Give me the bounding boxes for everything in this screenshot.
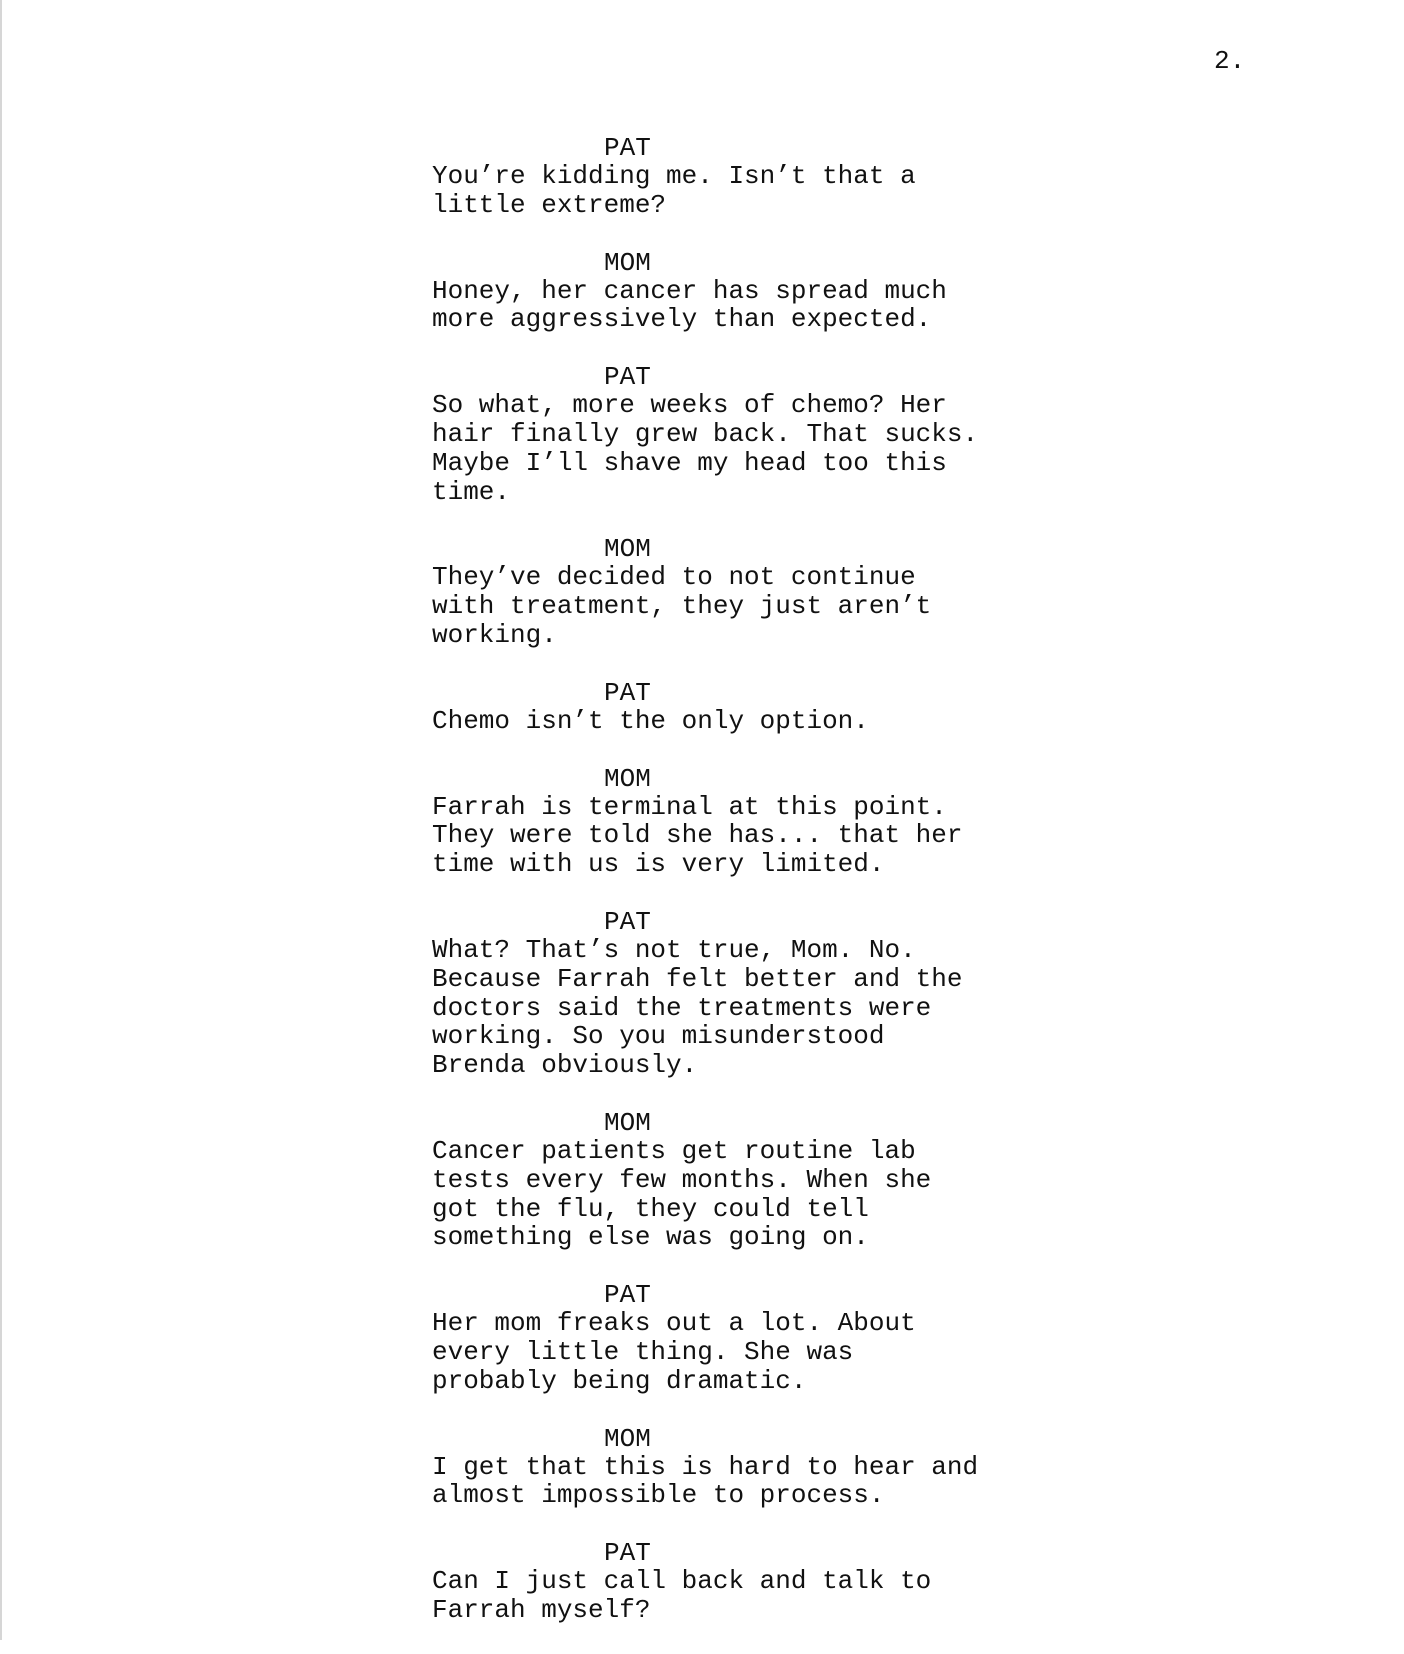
character-name: PAT [604,1280,651,1311]
dialogue-line: time with us is very limited. [432,849,885,880]
character-name: MOM [604,763,651,794]
dialogue-line: hair finally grew back. That sucks. [432,418,979,449]
character-name: PAT [604,133,651,163]
character-name: PAT [604,1538,651,1569]
character-name: MOM [604,1423,651,1454]
dialogue-block [432,908,1072,1080]
page-number: 2. [1214,46,1246,76]
dialogue-block [432,535,1072,649]
dialogue-block [432,765,1072,879]
dialogue-line: Because Farrah felt better and the [432,963,963,994]
dialogue-line: every little thing. She was [432,1336,854,1367]
dialogue-line: Cancer patients get routine lab [432,1135,916,1166]
dialogue-line: Farrah is terminal at this point. [432,791,947,822]
character-name: PAT [604,677,651,708]
dialogue-line: Maybe I’ll shave my head too this [432,447,947,478]
character-name: PAT [604,906,651,937]
dialogue-line: time. [432,476,511,507]
dialogue-block [432,249,1072,335]
dialogue-block [432,1281,1072,1395]
dialogue-line: Farrah myself? [432,1594,651,1625]
dialogue-line: working. So you misunderstood [432,1021,885,1052]
dialogue-block [432,363,1072,506]
dialogue-block [432,679,1072,736]
dialogue-block [432,134,1072,220]
dialogue-line: little extreme? [432,189,667,220]
dialogue-line: What? That’s not true, Mom. No. [432,934,916,965]
dialogue-block [432,1539,1072,1625]
dialogue-line: probably being dramatic. [432,1365,807,1396]
dialogue-line: Chemo isn’t the only option. [432,705,869,736]
dialogue-column [432,134,1072,1654]
dialogue-line: Brenda obviously. [432,1050,698,1081]
character-name: MOM [604,247,651,278]
dialogue-line: Honey, her cancer has spread much [432,275,947,306]
dialogue-line: more aggressively than expected. [432,304,932,335]
dialogue-line: something else was going on. [432,1222,869,1253]
dialogue-line: So what, more weeks of chemo? Her [432,390,947,421]
dialogue-line: They’ve decided to not continue [432,562,916,593]
dialogue-line: They were told she has... that her [432,820,963,851]
dialogue-line: working. [432,619,557,650]
dialogue-block [432,1425,1072,1511]
dialogue-line: almost impossible to process. [432,1480,885,1511]
dialogue-line: Her mom freaks out a lot. About [432,1308,916,1339]
dialogue-line: I get that this is hard to hear and [432,1451,979,1482]
dialogue-line: doctors said the treatments were [432,992,932,1023]
dialogue-line: with treatment, they just aren’t [432,591,932,622]
character-name: PAT [604,362,651,393]
dialogue-line: You’re kidding me. Isn’t that a [432,161,916,191]
dialogue-block [432,1109,1072,1252]
character-name: MOM [604,1107,651,1138]
dialogue-line: tests every few months. When she [432,1164,932,1195]
character-name: MOM [604,534,651,565]
dialogue-line: Can I just call back and talk to [432,1566,932,1597]
dialogue-line: got the flu, they could tell [432,1193,869,1224]
